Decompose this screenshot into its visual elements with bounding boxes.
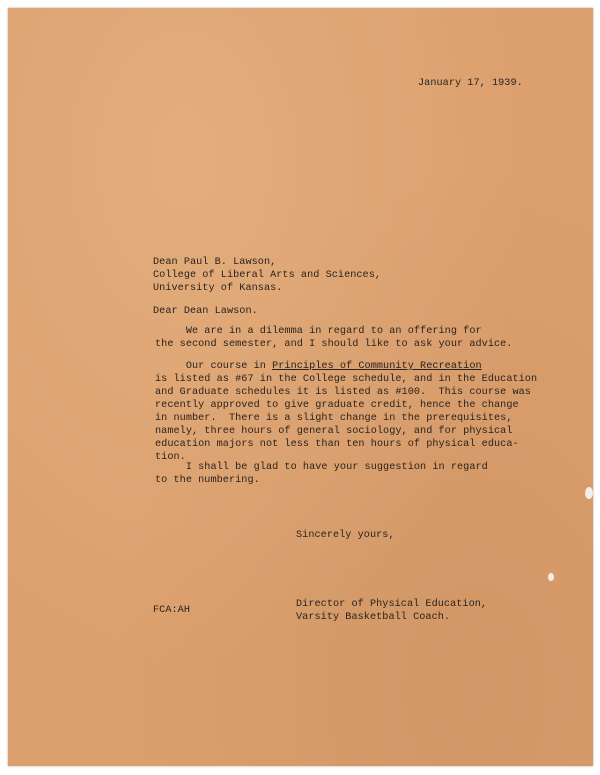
paragraph-2-line-5: in number. There is a slight change in the prerequisites, [155,413,513,424]
letter-date: January 17, 1939. [418,78,523,89]
inside-address-line-3: University of Kansas. [153,283,283,294]
salutation: Dear Dean Lawson. [153,306,258,317]
paragraph-2-line-7: education majors not less than ten hours of physical educa- [155,439,519,450]
paper-blemish [548,573,554,581]
paragraph-2-line-2: is listed as #67 in the College schedule, and in the Education [155,374,538,385]
paragraph-1-line-1: We are in a dilemma in regard to an offering for [155,326,482,337]
closing: Sincerely yours, [296,530,395,541]
paragraph-2-line-3: and Graduate schedules it is listed as #100. This course was [155,387,531,398]
paragraph-2-line-8: tion. [155,452,186,463]
paragraph-2-line-6: namely, three hours of general sociology, and for physical [155,426,513,437]
inside-address-line-2: College of Liberal Arts and Sciences, [153,270,382,281]
signature-title-1: Director of Physical Education, [296,599,488,610]
paragraph-3-line-2: to the numbering. [155,475,260,486]
paragraph-2-line-1 [155,362,482,372]
paragraph-2-intro: Our course in [155,361,273,372]
typist-initials: FCA:AH [153,605,190,616]
paragraph-3-line-1-text: I shall be glad to have your suggestion in regard [155,462,488,473]
signature-title-2: Varsity Basketball Coach. [296,612,451,623]
paper-edge-chip [585,487,593,499]
course-title: Principles of Community Recreation [272,361,482,372]
inside-address-line-1: Dean Paul B. Lawson, [153,257,277,268]
paragraph-2-line-4: recently approved to give graduate credit, hence the change [155,400,519,411]
paragraph-1-line-2: the second semester, and I should like to ask your advice. [155,339,513,350]
